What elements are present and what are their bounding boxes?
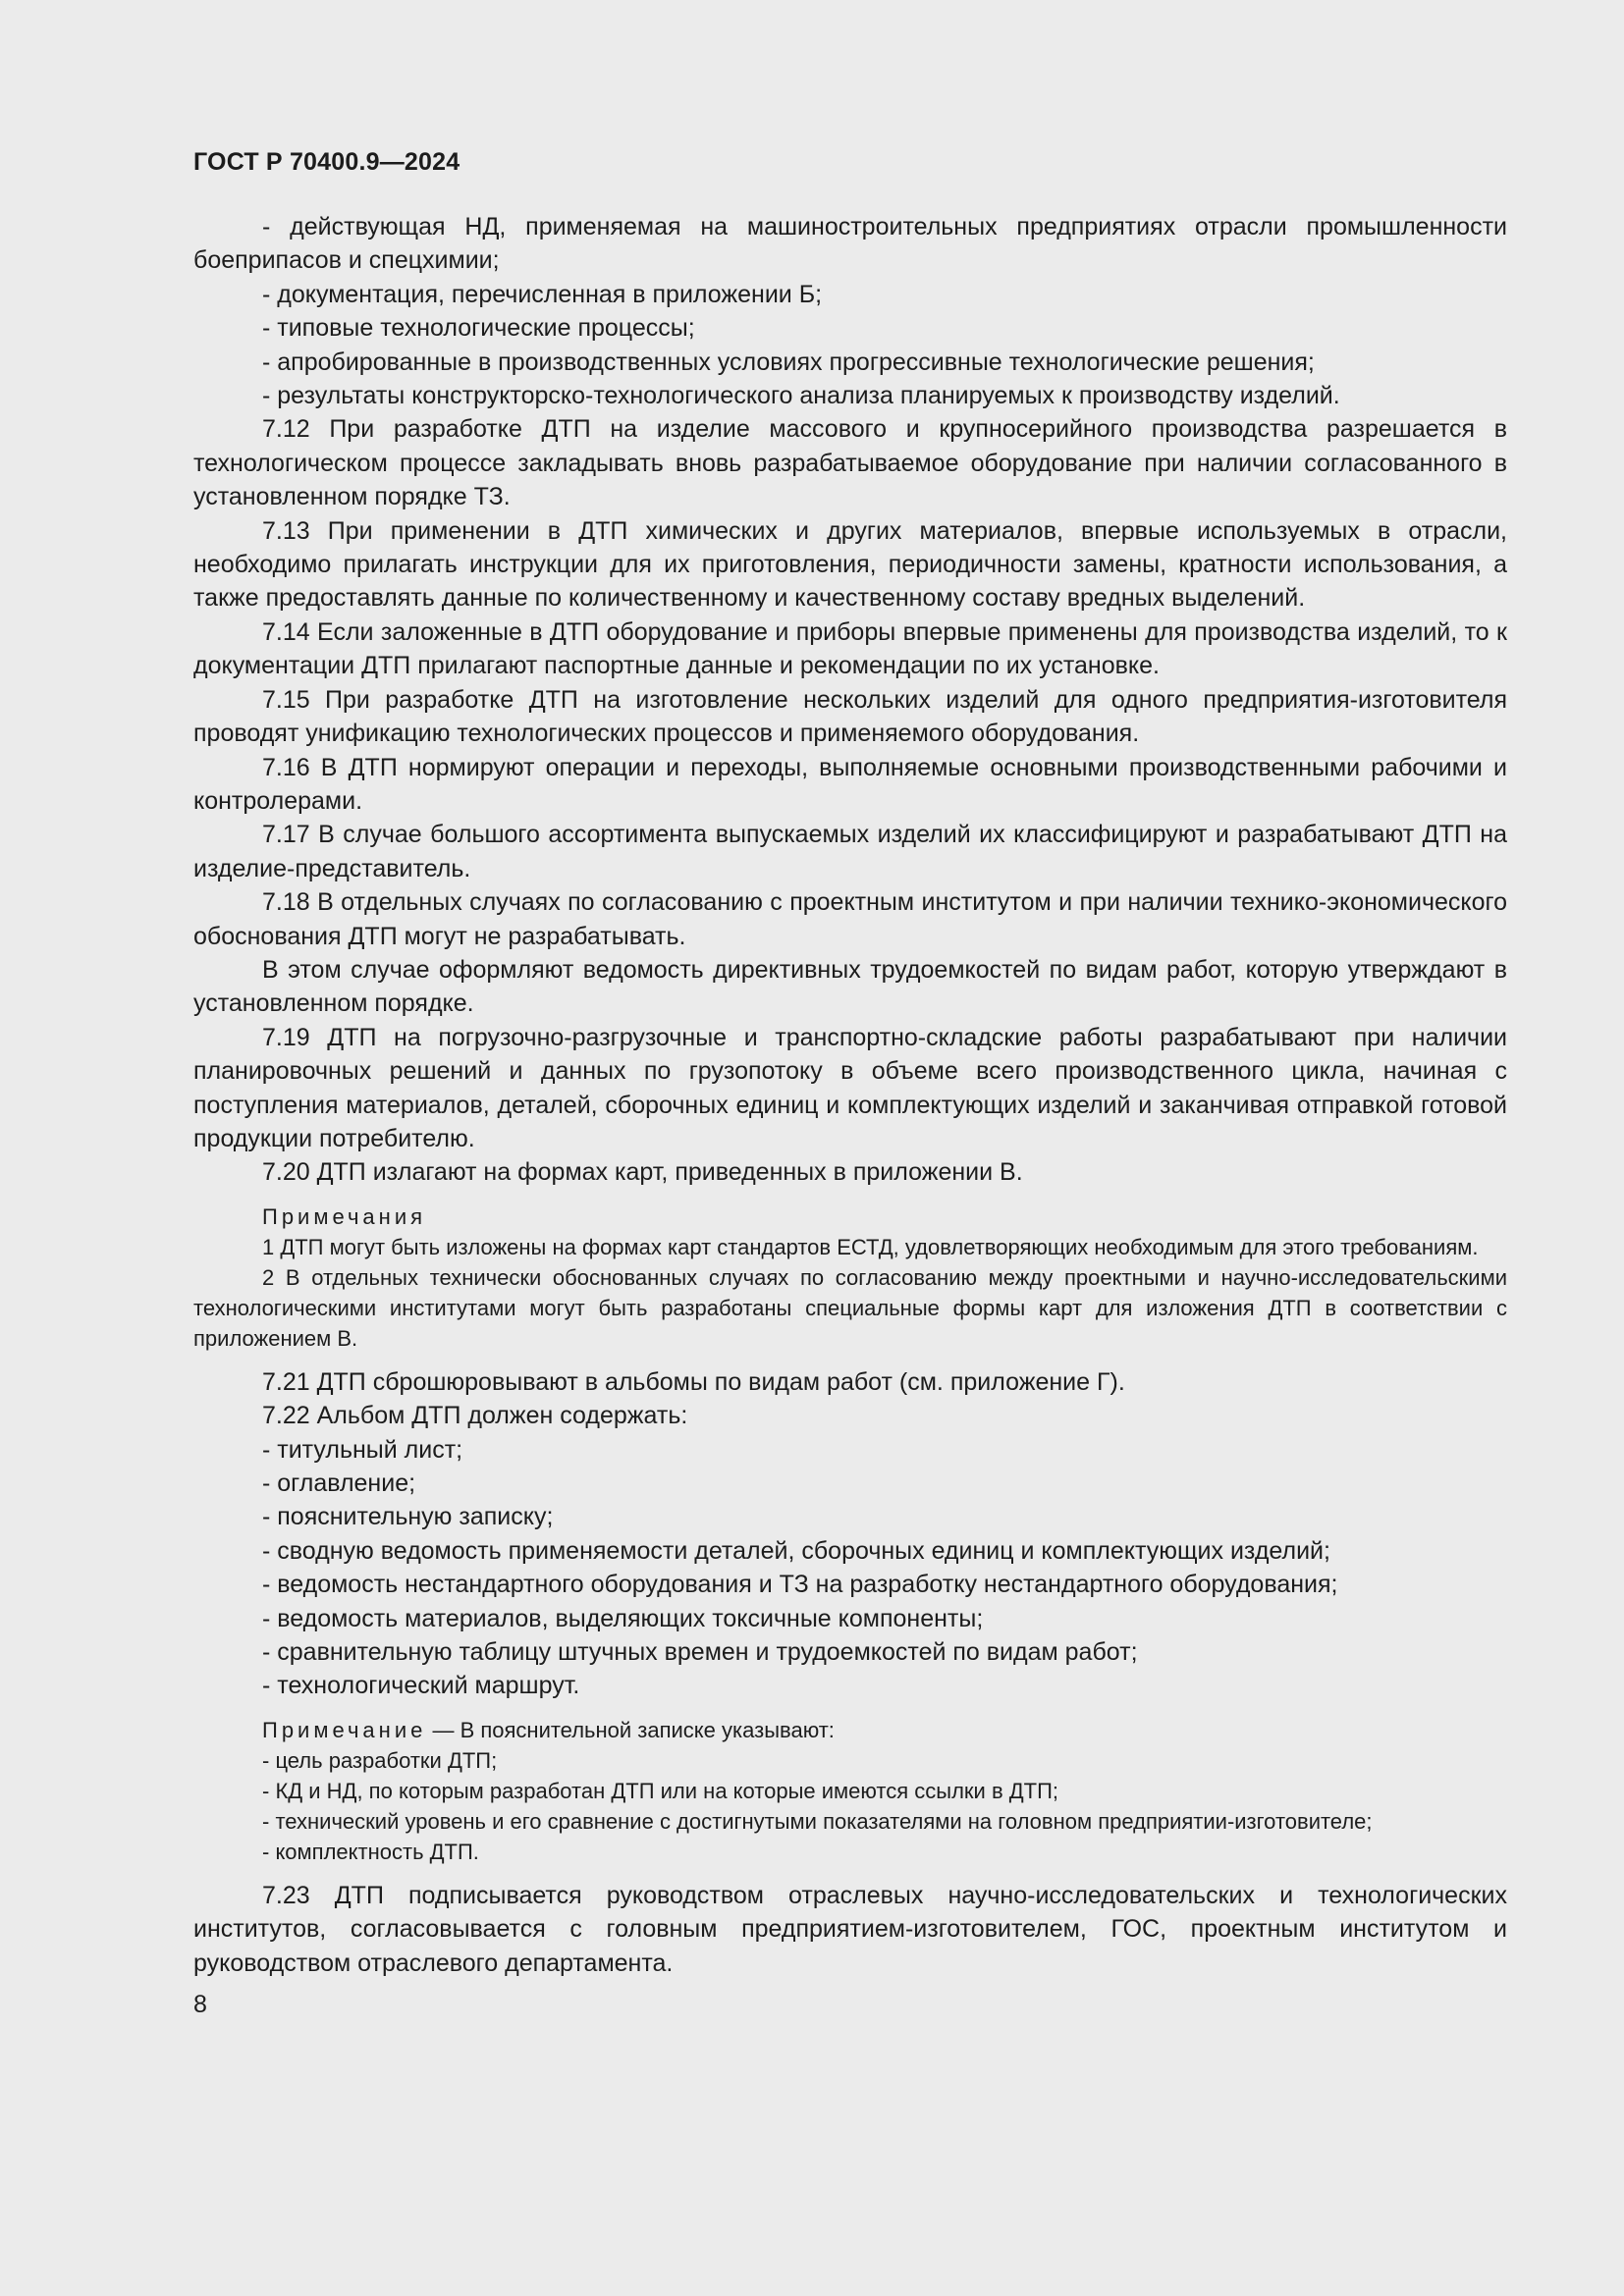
list-item: - оглавление;: [262, 1469, 416, 1497]
list-item: - титульный лист;: [262, 1435, 463, 1464]
note-block: [193, 1715, 1507, 1867]
list-item: - пояснительную записку;: [262, 1503, 554, 1531]
note-list-item: - комплектность ДТП.: [262, 1839, 479, 1864]
clause-7-16: 7.16 В ДТП нормируют операции и переходы, выполняемые основными производственными рабочими и контролерами.: [193, 753, 1507, 815]
list-item: - типовые технологические процессы;: [262, 314, 695, 343]
list-item: - сравнительную таблицу штучных времен и трудоемкостей по видам работ;: [262, 1638, 1138, 1667]
clause-7-18: 7.18 В отдельных случаях по согласованию с проектным институтом и при наличии технико-экономического обоснования ДТП могут не разрабатывать.: [193, 888, 1507, 950]
body-text: [193, 210, 1507, 1190]
page-number: 8: [193, 1991, 207, 2019]
notes-block: [193, 1201, 1507, 1354]
body-text-continued: [193, 1365, 1507, 1703]
note-list-item: - КД и НД, по которым разработан ДТП или на которые имеются ссылки в ДТП;: [262, 1778, 1059, 1803]
note-heading: Примечание — В пояснительной записке указывают:: [262, 1717, 835, 1742]
clause-7-18-continued: В этом случае оформляют ведомость директивных трудоемкостей по видам работ, которую утверждают в установленном порядке.: [193, 955, 1507, 1018]
list-item: - действующая НД, применяемая на машиностроительных предприятиях отрасли промышленности боеприпасов и спецхимии;: [193, 213, 1507, 275]
document-page: [193, 147, 1507, 2019]
list-item: - ведомость нестандартного оборудования и ТЗ на разработку нестандартного оборудования;: [262, 1571, 1338, 1599]
clause-7-23: 7.23 ДТП подписывается руководством отраслевых научно-исследовательских и технологических институтов, согласовывается с головным предприятием-изготовителем, ГОС, проектным институтом и руководством отраслевого департамента.: [193, 1881, 1507, 1977]
clause-7-22: 7.22 Альбом ДТП должен содержать:: [262, 1402, 688, 1430]
note-item: 1 ДТП могут быть изложены на формах карт стандартов ЕСТД, удовлетворяющих необходимым для этого требованиям.: [262, 1234, 1479, 1259]
list-item: - документация, перечисленная в приложении Б;: [262, 280, 823, 308]
note-list-item: - цель разработки ДТП;: [262, 1747, 498, 1773]
note-list-item: - технический уровень и его сравнение с достигнутыми показателями на головном предприятии-изготовителе;: [262, 1808, 1373, 1834]
list-item: - технологический маршрут.: [262, 1672, 580, 1700]
document-header: ГОСТ Р 70400.9—2024: [193, 148, 460, 176]
list-item: - сводную ведомость применяемости деталей, сборочных единиц и комплектующих изделий;: [262, 1536, 1330, 1565]
list-item: - ведомость материалов, выделяющих токсичные компоненты;: [262, 1604, 984, 1632]
list-item: - апробированные в производственных условиях прогрессивные технологические решения;: [262, 347, 1315, 376]
clause-7-12: 7.12 При разработке ДТП на изделие массового и крупносерийного производства разрешается в технологическом процессе закладывать вновь разрабатываемое оборудование при наличии согласованного в установленном порядке ТЗ.: [193, 415, 1507, 511]
clause-7-15: 7.15 При разработке ДТП на изготовление нескольких изделий для одного предприятия-изготовителя проводят унификацию технологических процессов и применяемого оборудования.: [193, 685, 1507, 748]
clause-7-21: 7.21 ДТП сброшюровывают в альбомы по видам работ (см. приложение Г).: [262, 1367, 1125, 1396]
list-item: - результаты конструкторско-технологического анализа планируемых к производству изделий.: [262, 382, 1340, 410]
clause-7-17: 7.17 В случае большого ассортимента выпускаемых изделий их классифицируют и разрабатывают ДТП на изделие-представитель.: [193, 821, 1507, 882]
clause-7-13: 7.13 При применении в ДТП химических и других материалов, впервые используемых в отрасли, необходимо прилагать инструкции для их приготовления, периодичности замены, кратности использования, а также предоставлять данные по количественному и качественному составу вредных выделений.: [193, 516, 1507, 613]
note-item: 2 В отдельных технически обоснованных случаях по согласованию между проектными и научно-исследовательскими технологическими институтами могут быть разработаны специальные формы карт для изложения ДТП в соответствии с приложением В.: [193, 1264, 1507, 1351]
clause-7-20: 7.20 ДТП излагают на формах карт, приведенных в приложении В.: [262, 1158, 1023, 1187]
body-text-final: [193, 1879, 1507, 1980]
notes-heading: Примечания: [262, 1203, 427, 1229]
clause-7-19: 7.19 ДТП на погрузочно-разгрузочные и транспортно-складские работы разрабатывают при наличии планировочных решений и данных по грузопотоку в объеме всего производственного цикла, начиная с поступления материалов, деталей, сборочных единиц и комплектующих изделий и заканчивая отправкой готовой продукции потребителю.: [193, 1023, 1507, 1152]
clause-7-14: 7.14 Если заложенные в ДТП оборудование и приборы впервые применены для производства изделий, то к документации ДТП прилагают паспортные данные и рекомендации по их установке.: [193, 617, 1507, 680]
